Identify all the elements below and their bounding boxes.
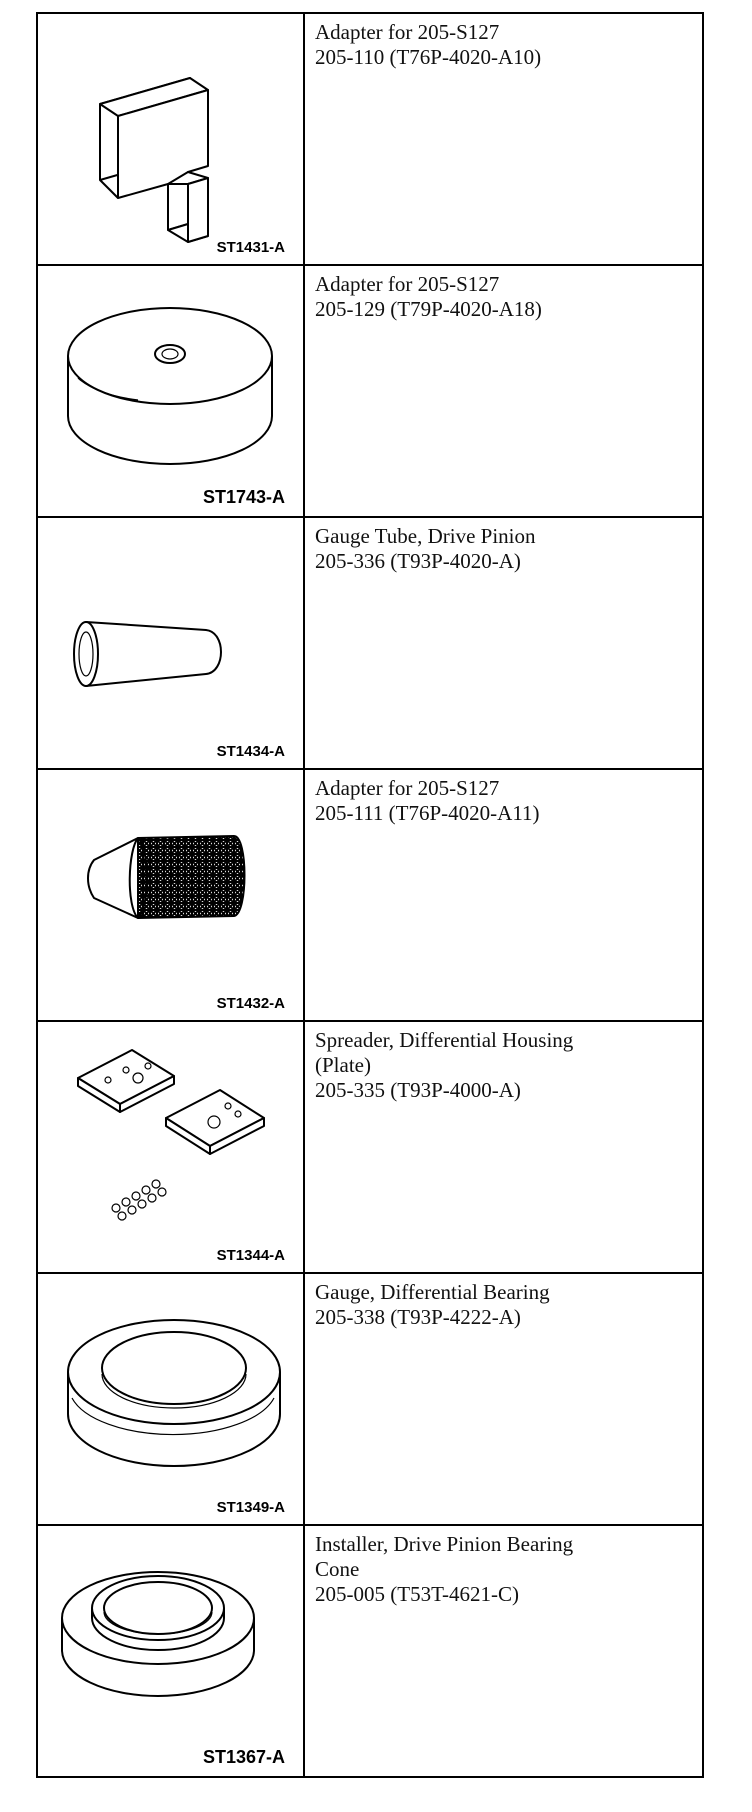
tool-row (37, 769, 703, 1021)
tool-part-number: 205-111 (T76P-4020-A11) (315, 801, 540, 825)
gauge-tube-icon (38, 518, 305, 770)
tool-description (304, 517, 703, 769)
tool-row (37, 1525, 703, 1777)
figure-code: ST1431-A (216, 239, 285, 256)
tool-name: Adapter for 205-S127 (315, 776, 500, 800)
tool-row (37, 265, 703, 517)
tool-illustration-cell (37, 769, 304, 1021)
tool-description (304, 1273, 703, 1525)
tool-description (304, 13, 703, 265)
tool-part-number: 205-110 (T76P-4020-A10) (315, 45, 542, 69)
tool-row (37, 1021, 703, 1273)
spreader-plates-icon (38, 1022, 305, 1274)
adapter-block-icon (38, 14, 305, 266)
tool-part-number: 205-335 (T93P-4000-A) (315, 1078, 521, 1102)
tool-name-continued: (Plate) (315, 1053, 371, 1077)
tool-name: Adapter for 205-S127 (315, 20, 500, 44)
tool-description (304, 769, 703, 1021)
tool-illustration-cell (37, 265, 304, 517)
tool-row (37, 13, 703, 265)
tool-name: Gauge Tube, Drive Pinion (315, 524, 536, 548)
tool-name-continued: Cone (315, 1557, 360, 1581)
tool-description (304, 1525, 703, 1777)
knurled-adapter-icon (38, 770, 305, 1022)
figure-code: ST1434-A (216, 743, 285, 760)
tool-name: Installer, Drive Pinion Bearing (315, 1532, 574, 1556)
tool-name: Adapter for 205-S127 (315, 272, 500, 296)
tool-description (304, 265, 703, 517)
figure-code: ST1349-A (216, 1499, 285, 1516)
tool-name: Spreader, Differential Housing (315, 1028, 574, 1052)
tool-part-number: 205-336 (T93P-4020-A) (315, 549, 521, 573)
tool-illustration-cell (37, 1273, 304, 1525)
tool-part-number: 205-338 (T93P-4222-A) (315, 1305, 521, 1329)
tool-row (37, 517, 703, 769)
figure-code: ST1743-A (202, 487, 285, 507)
tool-illustration-cell (37, 13, 304, 265)
tool-row (37, 1273, 703, 1525)
bearing-gauge-icon (38, 1274, 305, 1526)
tool-part-number: 205-005 (T53T-4621-C) (315, 1582, 519, 1606)
tool-description (304, 1021, 703, 1273)
tool-part-number: 205-129 (T79P-4020-A18) (315, 297, 542, 321)
figure-code: ST1432-A (216, 995, 285, 1012)
tool-illustration-cell (37, 517, 304, 769)
tool-illustration-cell (37, 1021, 304, 1273)
tool-name: Gauge, Differential Bearing (315, 1280, 550, 1304)
special-tools-table (36, 12, 704, 1778)
adapter-disc-icon (38, 266, 305, 518)
bearing-installer-icon (38, 1526, 305, 1778)
figure-code: ST1367-A (202, 1747, 285, 1767)
tool-illustration-cell (37, 1525, 304, 1777)
figure-code: ST1344-A (216, 1247, 285, 1264)
